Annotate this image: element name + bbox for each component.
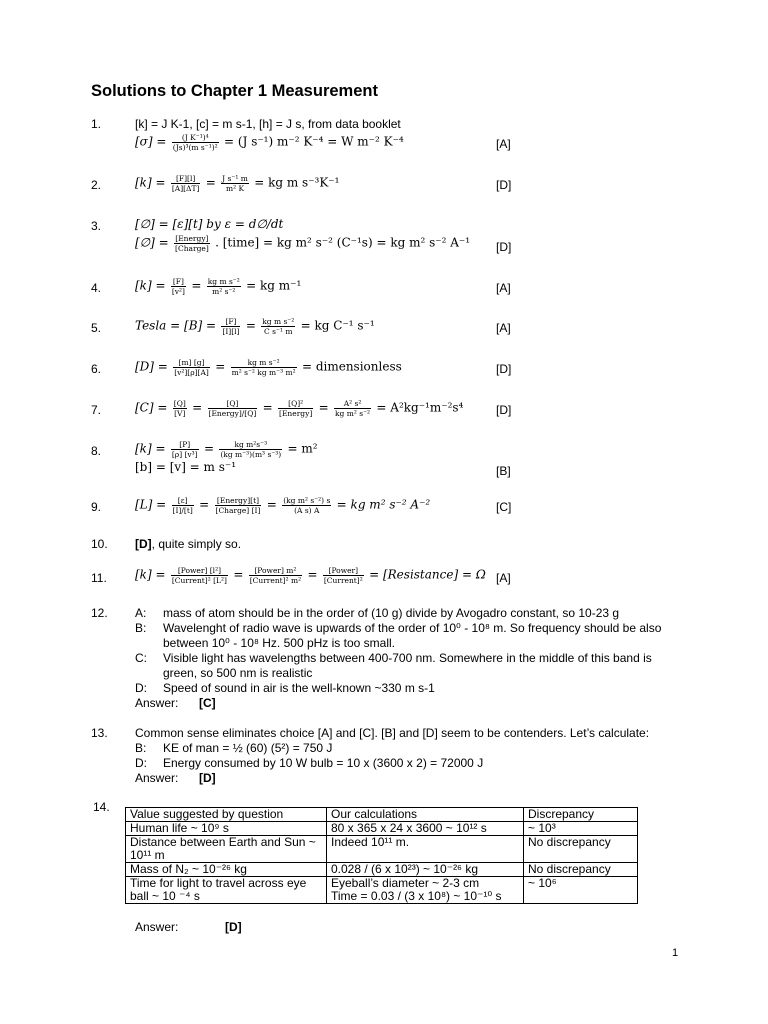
q2-equation: [k] = $\frac{[F][l]}{[A][\Delta T]}$ = $\frac{\text{J s⁻¹ m}}{\text{m² K}}$ = kg m s⁻³K⁻¹ [135,174,340,193]
question-number: 13. [91,726,108,740]
answer-choice: [D] [496,403,512,417]
answer-choice: [A] [496,321,511,335]
table-cell: 80 x 365 x 24 x 3600 ~ 10¹² s [327,822,524,836]
q7-equation: [C] = $\frac{[Q]}{[V]}$ = [Q] [Energy]/[Q] = [Q]² [Energy] = $\frac{\text{A² s²}}{\text{kg m² s⁻²}}$ = A²kg⁻¹m⁻²s⁴ [135,399,464,418]
answer-line: Answer: [D] [135,920,242,934]
option-d: D: Speed of sound in air is the well-known ~330 m s-1 [135,681,435,695]
question-number: 12. [91,606,108,620]
q9-equation: [L] = $\frac{[\varepsilon]}{[I]/[t]}$ = [Energy][t] [Charge] [I] = $\frac{\text{(kg m² s⁻²) s}}{\text{(A s) A}}$ = kg m² s⁻² A⁻² [135,496,431,515]
table-row [126,863,638,877]
comparison-table [125,807,638,904]
option-c: C: Visible light has wavelengths between 400-700 nm. Somewhere in the middle of this band is green, so 500 nm is realistic [135,651,652,680]
fraction: [Q] [Energy]/[Q] [208,399,257,418]
answer-choice: [D] [496,362,512,376]
q10-text: [D], quite simply so. [135,537,242,551]
table-row [126,836,638,863]
fraction: $\frac{[F][l]}{[A][\Delta T]}$ [171,174,200,193]
answer-choice: [D] [496,240,512,254]
q1-equation: [σ] = $\frac{\text{(J K⁻¹)⁴}}{\text{(Js)³(m s⁻¹)²}}$ = (J s⁻¹) m⁻² K⁻⁴ = W m⁻² K⁻⁴ [135,133,404,152]
answer-choice: [A] [496,137,511,151]
q13-intro: Common sense eliminates choice [A] and [C]. [B] and [D] seem to be contenders. Let’s calculate: [135,726,650,740]
fraction: [Power] [l²] [Current]² [L²] [171,566,227,585]
table-cell: No discrepancy [524,836,638,863]
table-header: Our calculations [327,808,524,822]
fraction: $\frac{[\varepsilon]}{[I]/[t]}$ [172,496,193,515]
question-number: 1. [91,117,102,131]
table-row [126,822,638,836]
fraction: $\frac{\text{A² s²}}{\text{kg m² s⁻²}}$ [335,399,371,418]
table-cell: Distance between Earth and Sun ~ 10¹¹ m [126,836,327,863]
question-number: 4. [91,281,102,295]
q8-equation: [k] = $\frac{[P]}{\text{[ρ] [v³]}}$ = $\frac{\text{kg m²s⁻³}}{\text{(kg m⁻³)(m³ s⁻³)}}$ = m² [135,440,318,459]
q8-line2: [b] = [v] = m s⁻¹ [135,460,237,474]
answer-line: Answer: [C] [135,696,216,710]
table-cell: Eyeball’s diameter ~ 2-3 cm Time = 0.03 / (3 x 10⁸) ~ 10⁻¹⁰ s [327,877,524,904]
table-row [126,877,638,904]
fraction: $\frac{[Q]}{[V]}$ [173,399,186,418]
table-cell: Mass of N₂ ~ 10⁻²⁶ kg [126,863,327,877]
table-cell: Indeed 10¹¹ m. [327,836,524,863]
q5-equation: Tesla = [B] = $\frac{[F]}{[I][l]}$ = $\frac{\text{kg m s⁻²}}{\text{C s⁻¹ m}}$ = kg C⁻¹ s⁻¹ [135,317,375,336]
table-cell: 0.028 / (6 x 10²³) ~ 10⁻²⁶ kg [327,863,524,877]
option-d: D: Energy consumed by 10 W bulb = 10 x (3600 x 2) = 72000 J [135,756,484,770]
question-number: 6. [91,362,102,376]
fraction: $\frac{\text{kg m s⁻²}}{\text{C s⁻¹ m}}$ [262,317,295,336]
q3-line1: [∅] = [ε][t] by ε = d∅/dt [135,217,284,231]
page-title: Solutions to Chapter 1 Measurement [91,82,378,100]
q1-given-units: [k] = J K-1, [c] = m s-1, [h] = J s, from data booklet [135,117,401,131]
question-number: 9. [91,500,102,514]
answer-line: Answer: [D] [135,771,216,785]
q4-equation: [k] = $\frac{[F]}{\text{[v²]}}$ = $\frac{\text{kg m s⁻²}}{\text{m² s⁻²}}$ = kg m⁻¹ [135,277,302,296]
page-number: 1 [672,947,679,959]
question-number: 10. [91,537,108,551]
table-cell: No discrepancy [524,863,638,877]
option-a: A: mass of atom should be in the order of (10 g) divide by Avogadro constant, so 10-23 g [135,606,620,620]
question-number: 7. [91,403,102,417]
fraction: [Power] m² [Current]² m² [249,566,302,585]
q11-equation: [k] = [Power] [l²] [Current]² [L²] = [Power] m² [Current]² m² = [Power] [Current]² = [Resistance] = Ω [135,566,486,585]
option-b: B: Wavelenght of radio wave is upwards of the order of 10⁰ - 10⁸ m. So frequency should be also between 10⁰ - 10⁸ Hz. 500 pHz is too small. [135,621,662,650]
fraction: $\frac{[m] [g]}{\text{[v²][ρ][A]}}$ [174,358,209,377]
question-number: 14. [93,800,110,814]
fraction: $\frac{[F]}{\text{[v²]}}$ [171,277,185,296]
answer-choice: [D] [496,178,512,192]
fraction: [Energy] [Charge] [175,234,209,253]
fraction: $\frac{\text{J s⁻¹ m}}{\text{m² K}}$ [222,174,248,193]
fraction: $\frac{\text{(kg m² s⁻²) s}}{\text{(A s) A}}$ [283,496,331,515]
option-b: B: KE of man = ½ (60) (5²) = 750 J [135,741,333,755]
fraction: $\frac{\text{kg m s⁻²}}{\text{m² s⁻² kg m⁻³ m²}}$ [231,358,296,377]
answer-choice: [B] [496,464,511,478]
fraction: $\frac{[P]}{\text{[ρ] [v³]}}$ [171,440,198,459]
fraction: $\frac{\text{kg m²s⁻³}}{\text{(kg m⁻³)(m³ s⁻³)}}$ [220,440,282,459]
table-cell: ~ 10³ [524,822,638,836]
q3-equation: [∅] = [Energy] [Charge] . [time] = kg m² s⁻² (C⁻¹s) = kg m² s⁻² A⁻¹ [135,234,471,253]
fraction: [Energy][t] [Charge] [I] [215,496,261,515]
question-number: 2. [91,178,102,192]
question-number: 5. [91,321,102,335]
fraction: $\frac{\text{kg m s⁻²}}{\text{m² s⁻²}}$ [207,277,240,296]
answer-choice: [A] [496,571,511,585]
fraction: [Power] [Current]² [323,566,363,585]
answer-choice: [C] [496,500,512,514]
table-header: Discrepancy [524,808,638,822]
table-cell: Time for light to travel across eye ball ~ 10 ⁻⁴ s [126,877,327,904]
question-number: 8. [91,444,102,458]
table-header: Value suggested by question [126,808,327,822]
table-cell: ~ 10⁶ [524,877,638,904]
q6-equation: [D] = $\frac{[m] [g]}{\text{[v²][ρ][A]}}$ = $\frac{\text{kg m s⁻²}}{\text{m² s⁻² kg m⁻³ m²}}$ = dimensionless [135,358,402,377]
fraction: $\frac{\text{(J K⁻¹)⁴}}{\text{(Js)³(m s⁻¹)²}}$ [172,133,218,152]
question-number: 11. [91,571,107,585]
answer-choice: [A] [496,281,511,295]
fraction: $\frac{[F]}{[I][l]}$ [222,317,240,336]
question-number: 3. [91,219,102,233]
table-cell: Human life ~ 10⁹ s [126,822,327,836]
table-header-row [126,808,638,822]
fraction: [Q]² [Energy] [279,399,313,418]
